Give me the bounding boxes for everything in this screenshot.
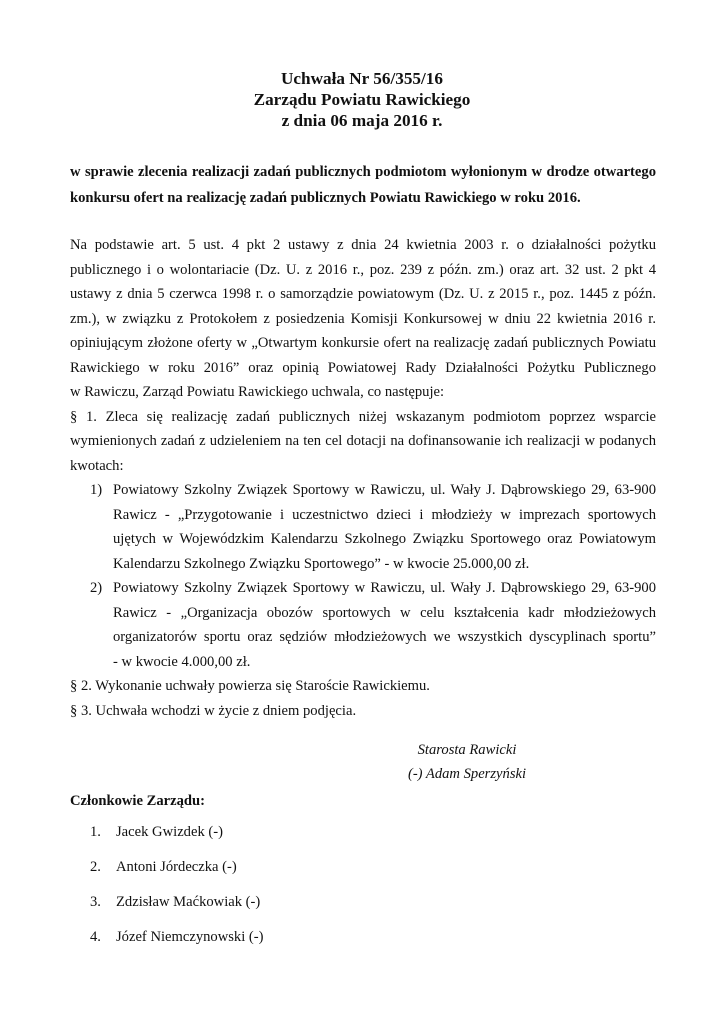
- task-number: 1): [90, 482, 103, 498]
- subject-line: konkursu ofert na realizację zadań publicznych Powiatu Rawickiego w roku 2016.: [70, 190, 581, 206]
- signature-block: [372, 738, 562, 786]
- preamble-line: opiniującym złożone oferty w „Otwartym konkursie ofert na realizację zadań publicznych Powiatu: [70, 335, 656, 351]
- task-list: [70, 478, 656, 674]
- signature-name: (-) Adam Sperzyński: [407, 766, 527, 782]
- paragraph-line: § 1. Zleca się realizację zadań publicznych niżej wskazanym podmiotom poprzez wsparcie: [70, 408, 656, 425]
- title-issuer: Zarządu Powiatu Rawickiego: [253, 90, 471, 109]
- member-item: [90, 927, 264, 962]
- preamble-line: Rawickiego w roku 2016” oraz opinią Powiatowej Rady Działalności Pożytku Publicznego: [70, 359, 656, 376]
- paragraph-3: § 3. Uchwała wchodzi w życie z dniem podjęcia.: [70, 702, 357, 719]
- task-line: organizatorów sportu oraz sędziów młodzieżowych we wszystkich dyscyplinach sportu”: [113, 629, 656, 645]
- member-item: [90, 822, 264, 857]
- member-number: 4.: [90, 929, 101, 945]
- member-number: 1.: [90, 824, 101, 840]
- task-line: - w kwocie 4.000,00 zł.: [113, 653, 251, 670]
- paragraph-line: wymienionych zadań z udzieleniem na ten cel dotacji na dofinansowanie ich realizacji w podanych: [70, 433, 656, 449]
- preamble-line: Na podstawie art. 5 ust. 4 pkt 2 ustawy z dnia 24 kwietnia 2003 r. o działalności pożytku: [70, 237, 656, 253]
- task-line: ujętych w Wojewódzkim Kalendarzu Szkolnego Związku Sportowego oraz Powiatowym: [113, 531, 656, 547]
- member-item: [90, 892, 264, 927]
- preamble-line: zm.), w związku z Protokołem z posiedzenia Komisji Konkursowej w dniu 22 kwietnia 2016 r.: [70, 310, 656, 327]
- subject-line: w sprawie zlecenia realizacji zadań publicznych podmiotom wyłonionym w drodze otwartego: [70, 164, 656, 180]
- preamble-line: w Rawiczu, Zarząd Powiatu Rawickiego uchwala, co następuje:: [70, 384, 445, 400]
- resolution-subject: [70, 159, 656, 211]
- preamble-line: publicznego i o wolontariacie (Dz. U. z 2016 r., poz. 239 z późn. zm.) oraz art. 32 ust. 2 pkt 4: [70, 261, 656, 278]
- title-number: Uchwała Nr 56/355/16: [280, 69, 443, 88]
- signature-role: Starosta Rawicki: [417, 742, 517, 758]
- paragraph-2: § 2. Wykonanie uchwały powierza się Staroście Rawickiemu.: [70, 678, 430, 694]
- task-line: Kalendarzu Szkolnego Związku Sportowego” - w kwocie 25.000,00 zł.: [113, 555, 530, 572]
- task-item: [70, 576, 656, 674]
- member-number: 3.: [90, 894, 101, 910]
- preamble: [70, 233, 656, 405]
- member-item: [90, 857, 264, 892]
- task-line: Rawicz - „Przygotowanie i uczestnictwo dzieci i młodzieży w imprezach sportowych: [113, 506, 656, 523]
- member-name: Józef Niemczynowski (-): [116, 929, 264, 945]
- paragraph-line: kwotach:: [70, 457, 124, 474]
- task-line: Rawicz - „Organizacja obozów sportowych w celu kształcenia kadr młodzieżowych: [113, 604, 656, 621]
- preamble-line: ustawy z dnia 5 czerwca 1998 r. o samorządzie powiatowym (Dz. U. z 2015 r., poz. 1445 z późn.: [70, 286, 656, 302]
- member-name: Antoni Jórdeczka (-): [116, 859, 237, 875]
- task-number: 2): [90, 580, 103, 596]
- task-line: Powiatowy Szkolny Związek Sportowy w Rawiczu, ul. Wały J. Dąbrowskiego 29, 63-900: [113, 580, 656, 596]
- member-name: Zdzisław Maćkowiak (-): [116, 894, 261, 910]
- member-name: Jacek Gwizdek (-): [116, 824, 223, 840]
- members-heading: Członkowie Zarządu:: [70, 793, 205, 809]
- task-item: [70, 478, 656, 576]
- task-line: Powiatowy Szkolny Związek Sportowy w Rawiczu, ul. Wały J. Dąbrowskiego 29, 63-900: [113, 482, 656, 498]
- title-date: z dnia 06 maja 2016 r.: [281, 111, 443, 130]
- member-number: 2.: [90, 859, 101, 875]
- resolution-title: [0, 68, 724, 131]
- paragraph-1: [70, 405, 656, 479]
- members-list: [90, 822, 264, 962]
- resolution-body: [70, 233, 656, 723]
